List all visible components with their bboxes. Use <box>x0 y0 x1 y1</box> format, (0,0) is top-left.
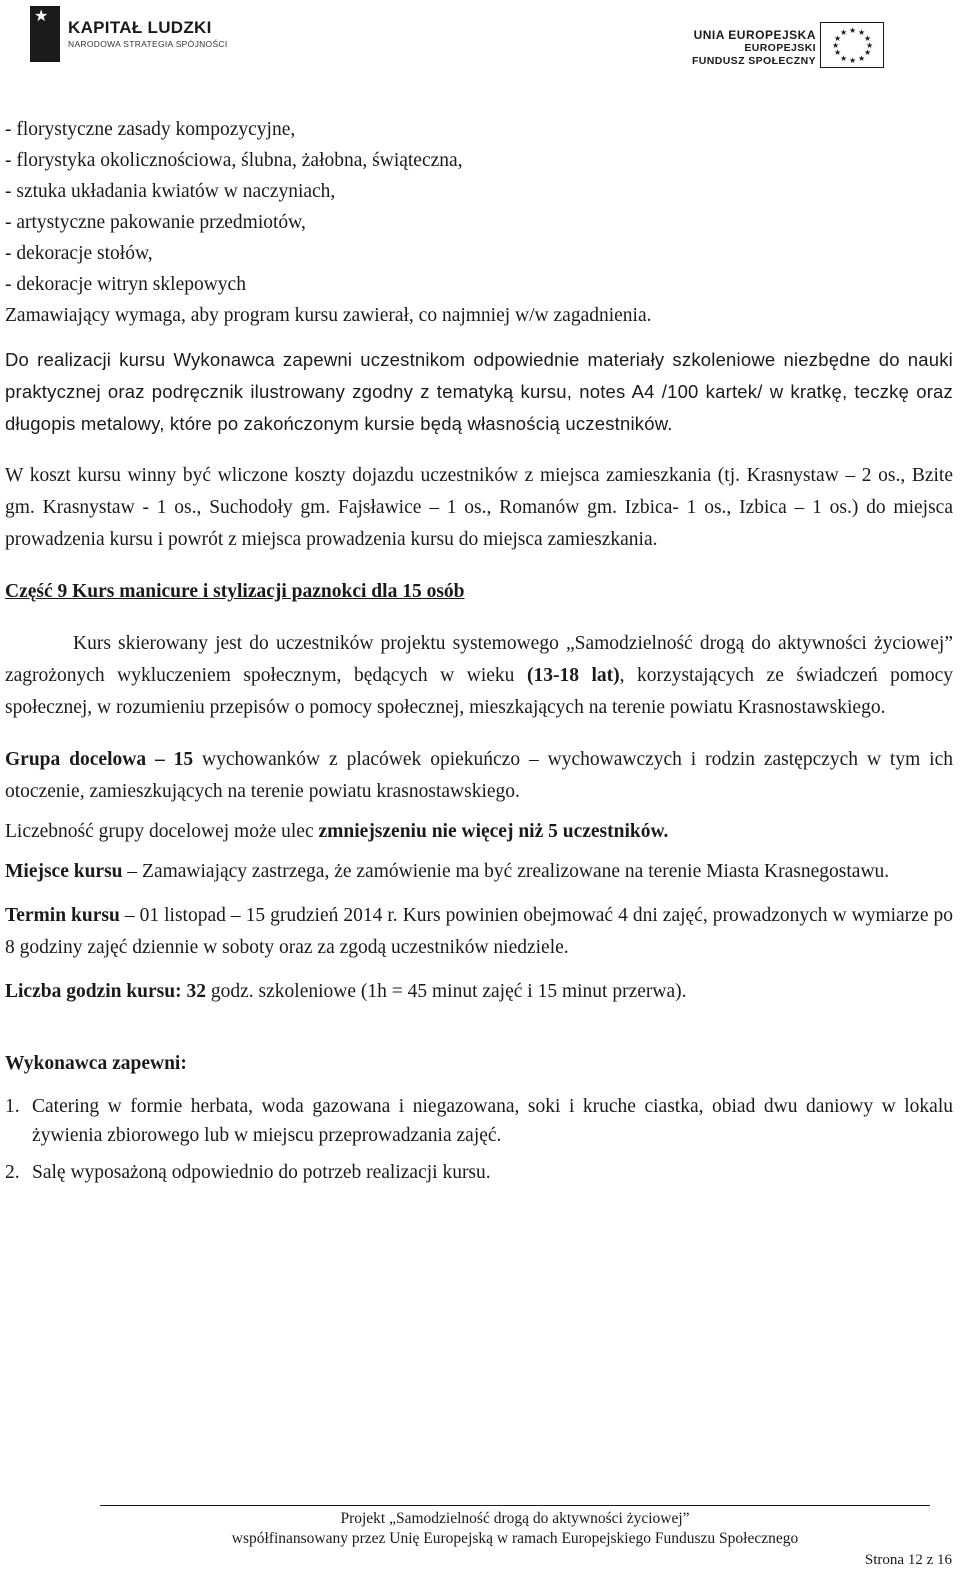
materials-paragraph: Do realizacji kursu Wykonawca zapewni uczestnikom odpowiednie materiały szkoleniowe niezbędne do nauki praktycznej oraz podręcznik ilustrowany zgodny z tematyką kursu, notes A4 /100 kartek/ w kratkę, teczkę oraz długopis metalowy, które po zakończonym kursie będą własnością uczestników. <box>5 349 953 434</box>
kapital-ludzki-logo <box>30 6 228 62</box>
target-paragraph: Kurs skierowany jest do uczestników projektu systemowego „Samodzielność drogą do aktywności życiowej” zagrożonych wykluczeniem społecznym, będących w wieku (13-18 lat), korzystających ze świadczeń pomocy społecznej, w rozumieniu przepisów o pomocy społecznej, mieszkających na terenie powiatu Krasnostawskiego. <box>5 633 953 718</box>
hours-label: Liczba godzin kursu: 32 <box>5 981 206 1002</box>
list-item: - florystyka okolicznościowa, ślubna, żałobna, świąteczna, <box>5 150 463 171</box>
place-paragraph: Miejsce kursu – Zamawiający zastrzega, że zamówienie ma być zrealizowane na terenie Miasta Krasnegostawu. <box>5 861 890 882</box>
requirement-paragraph: Zamawiający wymaga, aby program kursu zawierał, co najmniej w/w zagadnienia. <box>5 305 652 326</box>
group-size-limit: zmniejszeniu nie więcej niż 5 uczestników. <box>318 821 669 842</box>
eu-logo-line2: EUROPEJSKI <box>744 42 816 54</box>
group-label: Grupa docelowa – 15 <box>5 749 194 770</box>
list-item: - artystyczne pakowanie przedmiotów, <box>5 212 306 233</box>
kl-logo-title: KAPITAŁ LUDZKI <box>68 18 212 37</box>
list-item: - sztuka układania kwiatów w naczyniach, <box>5 181 336 202</box>
eu-logo-line1: UNIA EUROPEJSKA <box>693 28 816 42</box>
page-header <box>0 0 960 80</box>
term-label: Termin kursu <box>5 905 120 926</box>
group-paragraph: Grupa docelowa – 15 wychowanków z placówek opiekuńczo – wychowawczych i rodzin zastępczych w tym ich otoczenie, zamieszkujących na terenie powiatu krasnostawskiego. <box>5 749 953 802</box>
section-heading: Część 9 Kurs manicure i stylizacji paznokci dla 15 osób <box>5 581 465 602</box>
eu-logo-line3: FUNDUSZ SPOŁECZNY <box>691 55 816 67</box>
footer-divider <box>100 1505 930 1506</box>
footer-project-line: Projekt „Samodzielność drogą do aktywności życiowej” <box>340 1510 690 1527</box>
page-footer <box>100 1509 930 1549</box>
hours-paragraph: Liczba godzin kursu: 32 godz. szkoleniowe (1h = 45 minut zajęć i 15 minut przerwa). <box>5 981 687 1002</box>
footer-cofinance-line: współfinansowany przez Unię Europejską w ramach Europejskiego Funduszu Społecznego <box>231 1530 799 1547</box>
group-size-paragraph: Liczebność grupy docelowej może ulec zmniejszeniu nie więcej niż 5 uczestników. <box>5 821 669 842</box>
eu-flag-icon: ★ ★ ★ ★ ★ ★ ★ ★ ★ ★ ★ ★ <box>820 22 884 68</box>
list-item: - dekoracje stołów, <box>5 243 153 264</box>
list-item: - florystyczne zasady kompozycyjne, <box>5 119 296 140</box>
document-body <box>5 114 953 1187</box>
provides-heading: Wykonawca zapewni: <box>5 1053 187 1074</box>
list-item: - dekoracje witryn sklepowych <box>5 274 246 295</box>
place-label: Miejsce kursu <box>5 861 123 882</box>
list-item: 2. Salę wyposażoną odpowiednio do potrzeb realizacji kursu. <box>5 1162 491 1183</box>
kl-logo-subtitle: NARODOWA STRATEGIA SPÓJNOŚCI <box>68 39 228 49</box>
term-paragraph: Termin kursu – 01 listopad – 15 grudzień 2014 r. Kurs powinien obejmować 4 dni zajęć, prowadzonych w wymiarze po 8 godziny zajęć dziennie w soboty oraz za zgodą uczestników niedziele. <box>5 905 953 958</box>
travel-paragraph: W koszt kursu winny być wliczone koszty dojazdu uczestników z miejsca zamieszkania (tj. Krasnystaw – 2 os., Bzite gm. Krasnystaw - 1 os., Suchodoły gm. Fajsławice – 1 os., Romanów gm. Izbica- 1 os., Izbica – 1 os.) do miejsca prowadzenia kursu i powrót z miejsca prowadzenia kursu do miejsca zamieszkania. <box>5 465 953 550</box>
page-number: Strona 12 z 16 <box>864 1552 952 1568</box>
eu-logo-text <box>692 28 816 68</box>
kapital-ludzki-emblem-icon: ★ <box>30 6 60 62</box>
intro-list <box>5 114 953 300</box>
provides-list <box>5 1092 953 1187</box>
list-item: 1. Catering w formie herbata, woda gazowana i niegazowana, soki i kruche ciastka, obiad dwu daniowy w lokalu żywienia zbiorowego lub w miejscu przeprowadzania zajęć. <box>5 1096 953 1146</box>
